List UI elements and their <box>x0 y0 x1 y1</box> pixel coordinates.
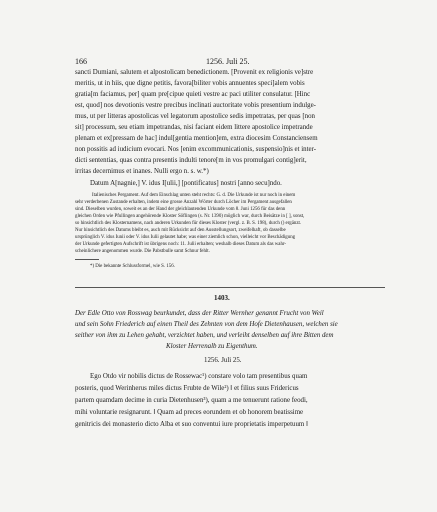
text-line: irritas decernimus et inanes. Nulli ergo n. s. w.*) <box>75 168 209 175</box>
text-line: gratia[m faciamus, per] quam pre[cipue quieti vestre ac paci utiliter consulatur. [Hinc <box>75 91 311 98</box>
footnote-divider <box>75 259 99 260</box>
text-line: posteris, quod Werinherus miles dictus Frubte de Wile²) ‖ et filius suus Fridericus <box>75 385 299 392</box>
text-line: dicti sententias, quas contra presentis indulti tenore[m in vos promulgari contig]erit, <box>75 157 307 164</box>
regest-line: und sein Sohn Friederich auf einen Theil des Zehnten von dem Hofe Dietenhausen, welchen sie <box>75 321 338 328</box>
regest-line: Der Edle Otto von Rosswag beurkundet, dass der Ritter Wernher genannt Frucht von Weil <box>75 310 324 317</box>
text-line: genitricis dei monasterio dicto Alba et suo conventui iure proprietatis imperpetuum ‖ <box>75 421 308 428</box>
commentary-line: Nur hinsichtlich des Datums bleibt es, auch mit Rücksicht auf den Ausstellungsort, zweifelhaft, ob dasselbe <box>75 228 286 233</box>
text-line: est, quod] nos devotionis vestre precibus inclinati auctoritate vobis presentium indulge- <box>75 102 316 109</box>
section-divider <box>75 287 385 288</box>
text-line: partem quamdam decime in curia Dietenhusen³), quam a me tenuerunt ratione feodi, <box>75 397 308 404</box>
commentary-line: sind. Dieselben wurden, soweit es an der Hand der gleichlautenden Urkunde vom 8. Juni 1256 für das denn <box>75 207 286 212</box>
commentary-line: Italienisches Pergament. Auf dem Einschlag unten steht rechts: G. d. Die Urkunde ist nur noch in einem <box>92 193 296 198</box>
dating-line: Datum A[nagnie,] V. idus I[ulii,] [pontificatus] nostri [anno secu]ndo. <box>90 180 282 187</box>
commentary-line: so hinsichtlich des Klosternamens, nach anderen Urkunden für dieses Kloster (vergl. z. B. S. 198), durch () ergänzt. <box>75 221 302 226</box>
commentary-line: gleichen Orden wie Pfullingen angehörende Kloster Söflingen (s. Nr. 1390) möglich war, durch Beisätze in [ ], sonst, <box>75 214 305 219</box>
text-line: non possitis ad iudicium evocari. Nos [enim excommunicationis, suspensio]nis et inter- <box>75 146 316 153</box>
text-line: mihi voluntarie resignarunt. ‖ Quam ad preces eorundem et ob honorem beatissime <box>75 409 304 416</box>
footnote: *) Die bekannte Schlussformel, wie S. 156. <box>90 264 175 269</box>
text-line: meritis, ut in hiis, que digne petitis, favora[biliter vobis annuentes speci]alem vobis <box>75 80 305 87</box>
regest-line: Kloster Herrenalb zu Eigenthum. <box>166 343 258 350</box>
text-line: sancti Dumiani, salutem et alpostolicam benedictionem. [Provenit ex religionis ve]stre <box>75 69 314 76</box>
text-line: sit] processum, seu etiam impetrandas, nisi faciant eidem littere apostolice impetrande <box>75 124 313 131</box>
document-number: 1403. <box>214 294 230 302</box>
text-line: plenam et ex[pressam de hac] indul[gentia mention]em, extra diocesim Constanciensem <box>75 135 318 142</box>
commentary-line: scheinlichere angenommen wurde. Die Pabstbulle samt Schnur fehlt. <box>75 249 210 254</box>
regest-date: 1256. Juli 25. <box>204 357 242 364</box>
commentary-line: der Urkunde gefertigten Aufschrift ist übrigens noch: 11. Julii erhalten; weshalb dieses Datum als das wahr- <box>75 242 287 247</box>
running-title: 1256. Juli 25. <box>206 57 250 66</box>
page-number: 166 <box>75 57 87 66</box>
commentary-line: sehr verderbenen Zustande erhalten, indem eine grosse Anzahl Wörter durch Löcher im Pergament ausgefallen <box>75 200 292 205</box>
commentary-line: ursprünglich V. idus Iunii oder V. idus Iulii gelautet habe; was einer ziemlich schon, vielleicht vor Beschädigung <box>75 235 296 240</box>
regest-line: seither von ihm zu Lehen gehabt, verzichtet haben, und verleiht denselben auf ihre Bitten dem <box>75 332 334 339</box>
text-line: Ego Otdo vir nobilis dictus de Rossewac¹) constare volo tam presentibus quam <box>90 373 308 380</box>
text-line: mus, ut per litteras apostolicas vel legatorum apostolice sedis impetratas, per quas [non <box>75 113 315 120</box>
